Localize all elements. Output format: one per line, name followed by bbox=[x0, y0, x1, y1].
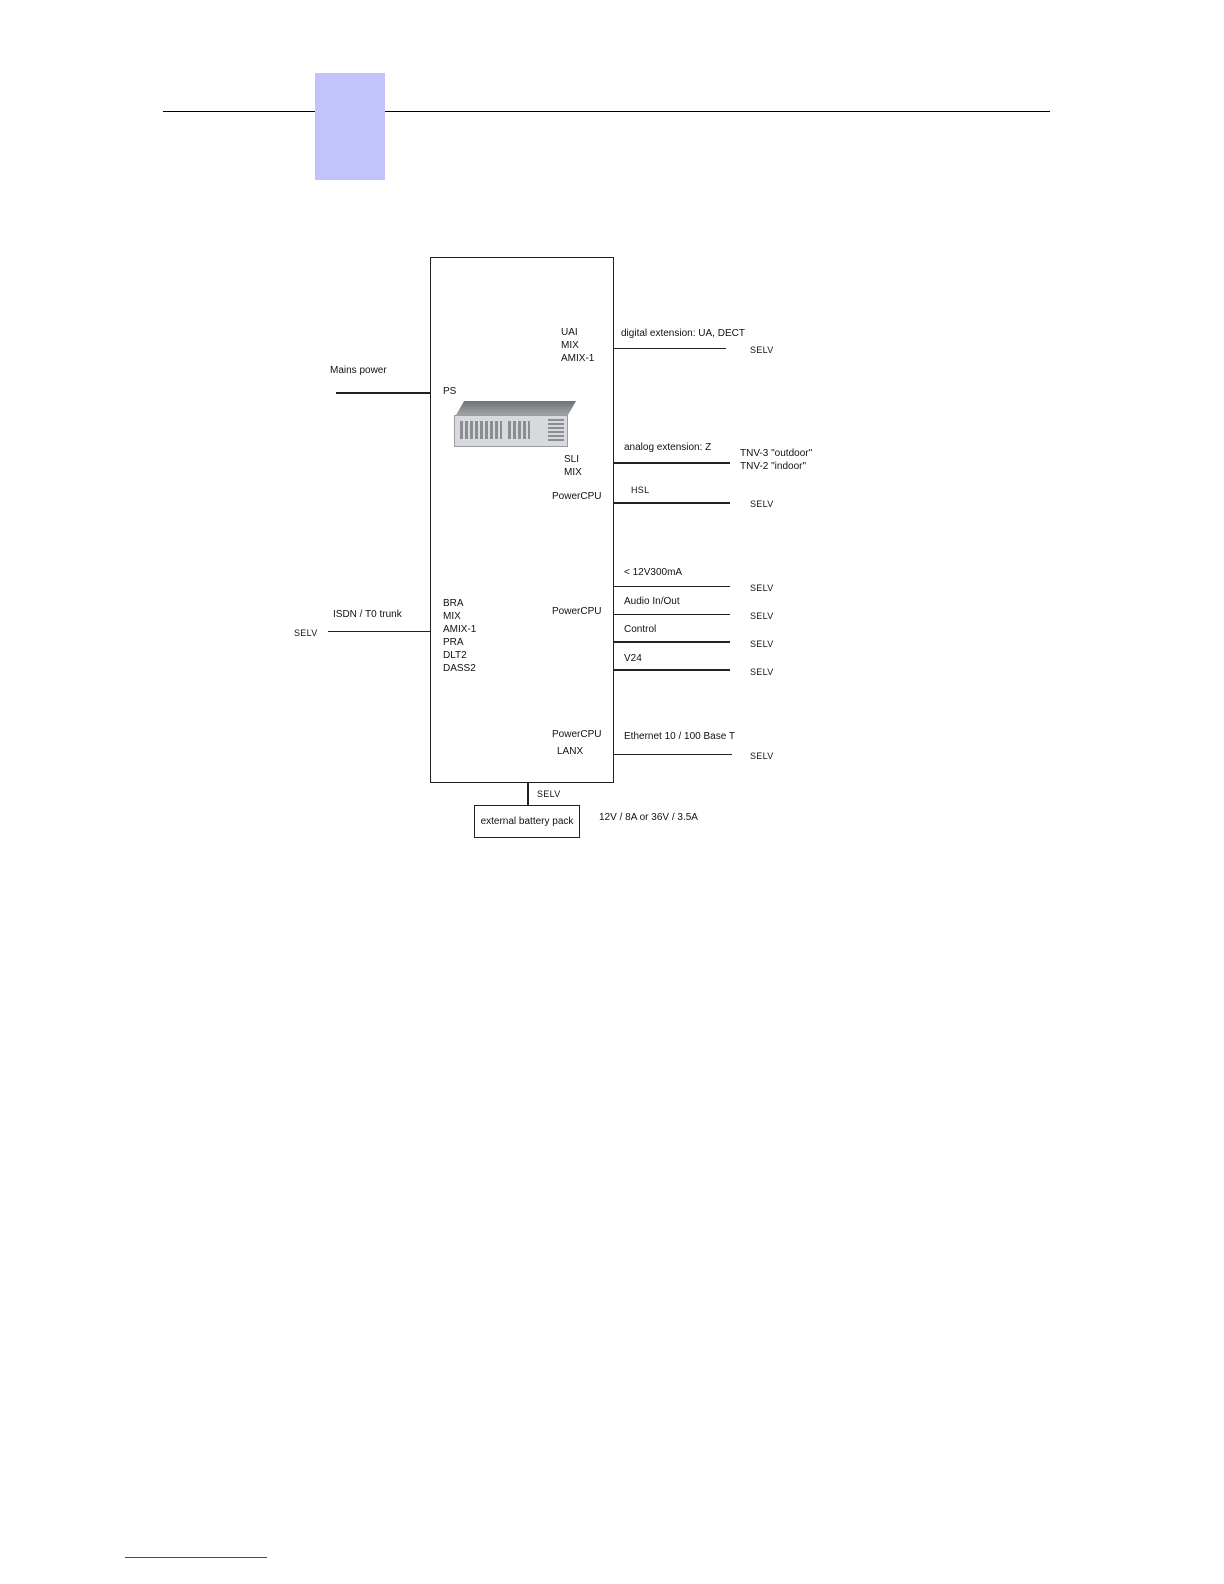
board-label: AMIX-1 bbox=[443, 624, 477, 635]
board-label: BRA bbox=[443, 598, 464, 609]
isdn-trunk-label: ISDN / T0 trunk bbox=[333, 609, 402, 620]
board-label: PRA bbox=[443, 637, 464, 648]
isdn-trunk-line bbox=[328, 631, 430, 632]
board-label: MIX bbox=[561, 340, 579, 351]
mains-power-line bbox=[336, 392, 430, 394]
board-label: MIX bbox=[443, 611, 461, 622]
battery-line bbox=[527, 783, 529, 805]
uai-board-labels bbox=[561, 326, 594, 365]
system-device-image bbox=[454, 401, 568, 447]
v24-selv-label: SELV bbox=[750, 667, 774, 677]
sli-board-labels bbox=[564, 453, 582, 479]
digital-extension-line bbox=[614, 348, 726, 349]
power-out-label: < 12V300mA bbox=[624, 567, 683, 578]
footer-rule bbox=[125, 1557, 267, 1558]
control-label: Control bbox=[624, 624, 657, 635]
control-line bbox=[614, 641, 730, 643]
isdn-selv-label: SELV bbox=[294, 628, 318, 638]
hsl-line bbox=[614, 502, 730, 504]
control-selv-label: SELV bbox=[750, 639, 774, 649]
trunk-board-labels bbox=[443, 597, 476, 675]
power-out-line bbox=[614, 586, 730, 587]
board-label: UAI bbox=[561, 327, 578, 338]
ethernet-label: Ethernet 10 / 100 Base T bbox=[624, 731, 736, 742]
digital-extension-label: digital extension: UA, DECT bbox=[621, 328, 745, 339]
hsl-label: HSL bbox=[631, 485, 650, 495]
power-out-selv-label: SELV bbox=[750, 583, 774, 593]
board-label: MIX bbox=[564, 467, 582, 478]
header-rule bbox=[163, 111, 1050, 112]
analog-extension-label: analog extension: Z bbox=[624, 442, 712, 453]
battery-spec-label: 12V / 8A or 36V / 3.5A bbox=[599, 812, 698, 823]
tnv2-label: TNV-2 "indoor" bbox=[740, 461, 807, 472]
ethernet-line bbox=[614, 754, 732, 755]
ethernet-selv-label: SELV bbox=[750, 751, 774, 761]
battery-label: external battery pack bbox=[480, 816, 574, 827]
external-battery-pack bbox=[474, 805, 580, 838]
powercpu-io-label: PowerCPU bbox=[552, 606, 602, 617]
battery-selv-label: SELV bbox=[537, 789, 561, 799]
chapter-tab bbox=[315, 73, 385, 180]
audio-label: Audio In/Out bbox=[624, 596, 680, 607]
tnv3-label: TNV-3 "outdoor" bbox=[740, 448, 813, 459]
v24-label: V24 bbox=[624, 653, 642, 664]
board-label: DLT2 bbox=[443, 650, 467, 661]
hsl-selv-label: SELV bbox=[750, 499, 774, 509]
board-label: DASS2 bbox=[443, 663, 476, 674]
powercpu-hsl-label: PowerCPU bbox=[552, 491, 602, 502]
v24-line bbox=[614, 669, 730, 671]
ps-label: PS bbox=[443, 386, 457, 397]
mains-power-label: Mains power bbox=[330, 365, 387, 376]
digital-selv-label: SELV bbox=[750, 345, 774, 355]
audio-selv-label: SELV bbox=[750, 611, 774, 621]
board-label: SLI bbox=[564, 454, 580, 465]
lanx-label: LANX bbox=[557, 746, 584, 757]
powercpu-lan-label: PowerCPU bbox=[552, 729, 602, 740]
board-label: AMIX-1 bbox=[561, 353, 595, 364]
analog-extension-line bbox=[614, 462, 730, 464]
audio-line bbox=[614, 614, 730, 615]
